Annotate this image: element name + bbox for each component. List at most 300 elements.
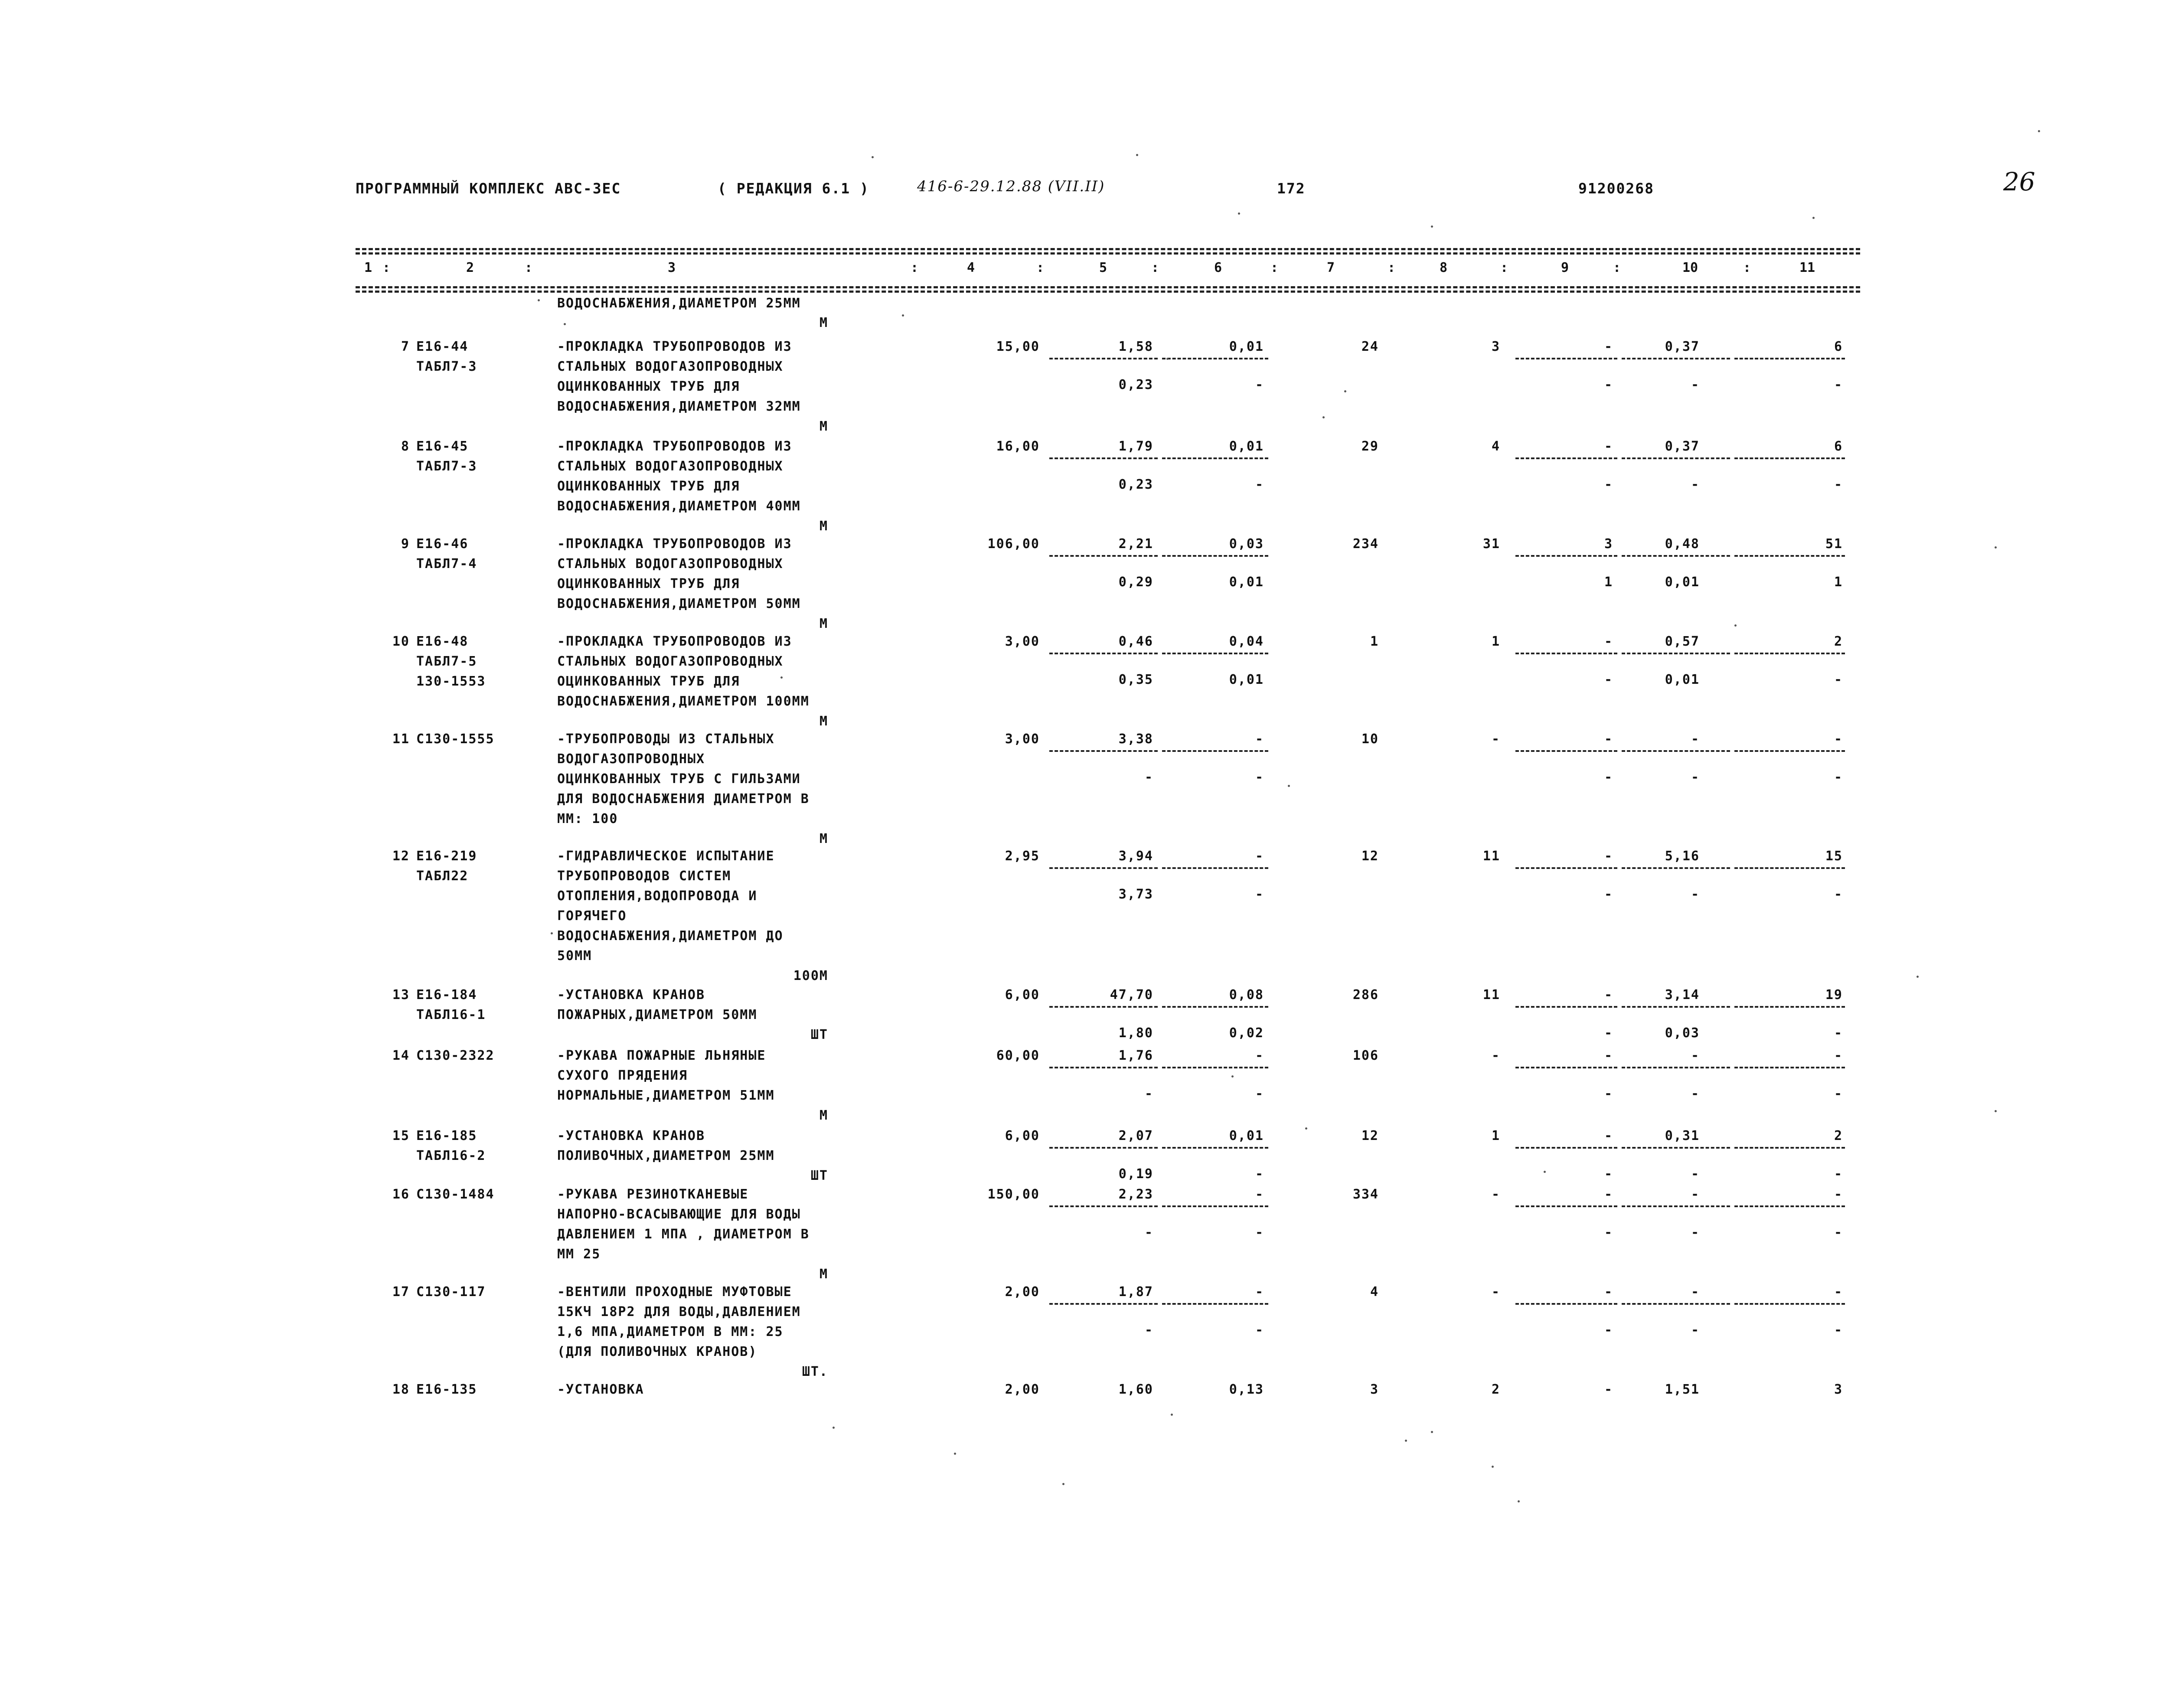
unit-of-measure: М [819,419,828,434]
work-description: 50ММ [557,948,592,963]
value-c9-sub: - [1604,770,1613,785]
value-divider [1162,653,1268,654]
value-divider [1162,867,1268,869]
work-description: -ПРОКЛАДКА ТРУБОПРОВОДОВ ИЗ [557,439,792,454]
value-c11-sub: - [1834,377,1843,392]
value-c9: - [1604,1187,1613,1202]
work-description: СУХОГО ПРЯДЕНИЯ [557,1068,688,1083]
row-number: 11 [392,732,410,747]
value-c9: - [1604,987,1613,1003]
row-number: 18 [392,1382,410,1397]
value-c10-sub: - [1691,887,1700,902]
value-divider [1734,457,1845,459]
value-c6: 0,04 [1229,634,1264,649]
column-header: 4 [967,260,975,275]
wages-value: - [1491,1284,1500,1300]
unit-of-measure: ШТ. [802,1364,828,1379]
value-c9-sub: - [1604,672,1613,687]
value-c5: 47,70 [1110,987,1153,1003]
work-description: -УСТАНОВКА [557,1382,644,1397]
value-divider [1622,1067,1730,1068]
work-description: -РУКАВА ПОЖАРНЫЕ ЛЬНЯНЫЕ [557,1048,766,1063]
value-divider [1734,750,1845,752]
value-c6-sub: - [1255,1086,1264,1101]
value-c5: 1,76 [1118,1048,1153,1063]
row-number: 14 [392,1048,410,1063]
work-description: -РУКАВА РЕЗИНОТКАНЕВЫЕ [557,1187,749,1202]
scan-speck [1231,1075,1234,1078]
row-number: 8 [401,439,410,454]
program-title: ПРОГРАММНЫЙ КОМПЛЕКС АВС-ЗЕС [356,180,621,197]
wages-value: 3 [1491,339,1500,354]
value-c11: 6 [1834,439,1843,454]
work-description: ОЦИНКОВАННЫХ ТРУБ ДЛЯ [557,576,740,591]
column-header: 3 [668,260,676,275]
work-description: ДЛЯ ВОДОСНАБЖЕНИЯ ДИАМЕТРОМ В [557,791,810,807]
quantity-value: 3,00 [1005,732,1040,747]
value-c11-sub: - [1834,1086,1843,1101]
value-c6-sub: 0,01 [1229,575,1264,590]
column-header: 2 [466,260,474,275]
scan-speck [1995,546,1997,549]
work-description: ПОЖАРНЫХ,ДИАМЕТРОМ 50ММ [557,1007,757,1022]
total-cost-value: 3 [1370,1382,1379,1397]
value-c10: - [1691,1048,1700,1063]
value-c6-sub: - [1255,1323,1264,1338]
value-c11: - [1834,1187,1843,1202]
value-c11: 15 [1825,849,1843,864]
value-c11: 6 [1834,339,1843,354]
quantity-value: 6,00 [1005,1128,1040,1143]
value-c9: - [1604,439,1613,454]
column-separator: : [1270,260,1279,275]
quantity-value: 2,95 [1005,849,1040,864]
value-c9: - [1604,1382,1613,1397]
value-c5: 1,58 [1118,339,1153,354]
value-c9: - [1604,634,1613,649]
scan-speck [1995,1110,1997,1112]
resource-code: ТАБЛ7-5 [416,654,477,669]
value-c5: 0,46 [1118,634,1153,649]
column-separator: : [1613,260,1621,275]
value-divider [1734,1205,1845,1207]
work-description: (ДЛЯ ПОЛИВОЧНЫХ КРАНОВ) [557,1344,757,1359]
work-description: ТРУБОПРОВОДОВ СИСТЕМ [557,869,731,884]
column-separator: : [911,260,919,275]
quantity-value: 2,00 [1005,1382,1040,1397]
resource-code: Е16-185 [416,1128,477,1143]
total-cost-value: 12 [1361,1128,1379,1143]
value-c6-sub: - [1255,1225,1264,1240]
value-c6: - [1255,732,1264,747]
work-description: -УСТАНОВКА КРАНОВ [557,1128,705,1143]
document-code: 91200268 [1578,180,1654,197]
scan-speck [833,1427,835,1429]
scan-speck [1166,358,1169,360]
work-description: СТАЛЬНЫХ ВОДОГАЗОПРОВОДНЫХ [557,359,784,374]
value-c5-sub: 3,73 [1118,887,1153,902]
value-c11: 51 [1825,536,1843,552]
value-c9-sub: - [1604,1025,1613,1041]
value-divider [1734,867,1845,869]
column-separator: : [1151,260,1159,275]
resource-code: Е16-46 [416,536,469,552]
value-c5: 2,07 [1118,1128,1153,1143]
scan-speck [2038,130,2040,132]
value-divider [1515,1205,1617,1207]
value-divider [1515,555,1617,557]
value-divider [1734,358,1845,359]
value-c6-sub: - [1255,377,1264,392]
value-divider [1515,457,1617,459]
value-c9: - [1604,732,1613,747]
unit-of-measure: М [819,1108,828,1123]
value-c6: - [1255,1187,1264,1202]
value-c11-sub: - [1834,1225,1843,1240]
column-header: 5 [1099,260,1107,275]
header-rule-bottom [356,286,1860,288]
wages-value: - [1491,1048,1500,1063]
scan-speck [1544,1171,1546,1173]
column-separator: : [1743,260,1751,275]
work-description: ВОДОСНАБЖЕНИЯ,ДИАМЕТРОМ 32ММ [557,399,801,414]
value-divider [1622,1205,1730,1207]
value-divider [1734,1147,1845,1149]
quantity-value: 3,00 [1005,634,1040,649]
value-c10-sub: - [1691,1225,1700,1240]
value-c10-sub: - [1691,1086,1700,1101]
value-divider [1515,1067,1617,1068]
row-number: 12 [392,849,410,864]
value-c10: - [1691,1187,1700,1202]
work-description: -ВЕНТИЛИ ПРОХОДНЫЕ МУФТОВЫЕ [557,1284,792,1300]
unit-of-measure: М [819,831,828,846]
value-c11-sub: - [1834,887,1843,902]
work-description: -ГИДРАВЛИЧЕСКОЕ ИСПЫТАНИЕ [557,849,775,864]
row-number: 7 [401,339,410,354]
column-header: 10 [1682,260,1698,275]
value-divider [1162,750,1268,752]
scan-speck [1734,624,1737,627]
value-c10: 0,31 [1665,1128,1700,1143]
page-number: 172 [1277,180,1306,197]
value-c10-sub: - [1691,477,1700,492]
value-divider [1622,867,1730,869]
value-c10-sub: - [1691,1323,1700,1338]
value-c10: 1,51 [1665,1382,1700,1397]
quantity-value: 2,00 [1005,1284,1040,1300]
column-separator: : [525,260,533,275]
unit-of-measure: М [819,714,828,729]
value-c11: 3 [1834,1382,1843,1397]
value-c9-sub: - [1604,887,1613,902]
value-divider [1515,867,1617,869]
resource-code: Е16-184 [416,987,477,1003]
value-c9-sub: - [1604,477,1613,492]
column-header: 1 [364,260,372,275]
total-cost-value: 4 [1370,1284,1379,1300]
value-c6: 0,01 [1229,1128,1264,1143]
value-divider [1049,358,1158,359]
scan-speck [1518,1500,1520,1502]
work-description: ММ: 100 [557,811,618,826]
value-c5-sub: - [1144,1225,1153,1240]
work-description: -ПРОКЛАДКА ТРУБОПРОВОДОВ ИЗ [557,536,792,552]
value-c11: 2 [1834,634,1843,649]
value-c11-sub: - [1834,770,1843,785]
resource-code: ТАБЛ16-1 [416,1007,486,1022]
value-divider [1162,457,1268,459]
work-description: ВОДОГАЗОПРОВОДНЫХ [557,751,705,767]
work-description: ОЦИНКОВАННЫХ ТРУБ ДЛЯ [557,479,740,494]
value-divider [1622,555,1730,557]
value-c9-sub: - [1604,377,1613,392]
resource-code: С130-1484 [416,1187,495,1202]
value-divider [1734,1067,1845,1068]
value-divider [1049,653,1158,654]
resource-code: ТАБЛ16-2 [416,1148,486,1163]
header-rule-top [356,248,1860,250]
value-c11-sub: 1 [1834,575,1843,590]
value-c10-sub: 0,01 [1665,575,1700,590]
unit-of-measure: М [819,616,828,631]
value-c11-sub: - [1834,477,1843,492]
value-c6-sub: - [1255,770,1264,785]
value-c9: - [1604,339,1613,354]
value-c5-sub: - [1144,770,1153,785]
value-c9: - [1604,1128,1613,1143]
unit-of-measure: М [819,519,828,534]
value-divider [1049,750,1158,752]
value-divider [1622,750,1730,752]
work-description: ВОДОСНАБЖЕНИЯ,ДИАМЕТРОМ ДО [557,928,784,944]
value-divider [1162,358,1268,359]
wages-value: 4 [1491,439,1500,454]
value-divider [1734,653,1845,654]
resource-code: ТАБЛ7-3 [416,359,477,374]
work-description: НАПОРНО-ВСАСЫВАЮЩИЕ ДЛЯ ВОДЫ [557,1207,801,1222]
value-c10: 0,37 [1665,339,1700,354]
value-c5: 3,94 [1118,849,1153,864]
value-divider [1622,653,1730,654]
value-c10: 5,16 [1665,849,1700,864]
work-description: ДАВЛЕНИЕМ 1 МПА , ДИАМЕТРОМ В [557,1227,810,1242]
value-c10: 3,14 [1665,987,1700,1003]
scan-speck [1431,1431,1433,1433]
resource-code: Е16-45 [416,439,469,454]
scan-speck [1238,212,1240,215]
value-divider [1622,1303,1730,1305]
resource-code: ТАБЛ7-3 [416,459,477,474]
work-description: -УСТАНОВКА КРАНОВ [557,987,705,1003]
scan-speck [564,323,566,325]
wages-value: - [1491,732,1500,747]
unit-of-measure: ШТ [810,1027,828,1042]
value-c10-sub: - [1691,1166,1700,1182]
value-divider [1734,1303,1845,1305]
value-c6: - [1255,1284,1264,1300]
value-c11: - [1834,1048,1843,1063]
value-c6: 0,08 [1229,987,1264,1003]
value-divider [1734,555,1845,557]
value-divider [1049,867,1158,869]
value-c11: - [1834,732,1843,747]
value-c9-sub: - [1604,1323,1613,1338]
work-description: ОЦИНКОВАННЫХ ТРУБ ДЛЯ [557,379,740,394]
total-cost-value: 106 [1352,1048,1379,1063]
column-header: 6 [1214,260,1222,275]
value-c5: 1,60 [1118,1382,1153,1397]
continuation-unit: М [819,315,828,330]
sheet-number: 26 [2003,167,2035,196]
value-c5: 1,79 [1118,439,1153,454]
value-divider [1162,1147,1268,1149]
work-description: НОРМАЛЬНЫЕ,ДИАМЕТРОМ 51ММ [557,1088,775,1103]
row-number: 13 [392,987,410,1003]
value-c10: 0,37 [1665,439,1700,454]
value-divider [1049,1006,1158,1008]
row-number: 10 [392,634,410,649]
column-header: 9 [1561,260,1569,275]
value-c11: 2 [1834,1128,1843,1143]
value-c10: 0,57 [1665,634,1700,649]
scan-speck [1171,1414,1173,1416]
continuation-text: ВОДОСНАБЖЕНИЯ,ДИАМЕТРОМ 25ММ [557,296,801,311]
resource-code: С130-2322 [416,1048,495,1063]
value-c9-sub: - [1604,1166,1613,1182]
total-cost-value: 1 [1370,634,1379,649]
value-divider [1515,1303,1617,1305]
value-c5-sub: 0,19 [1118,1166,1153,1182]
value-c6-sub: - [1255,1166,1264,1182]
value-c11: - [1834,1284,1843,1300]
value-divider [1049,1205,1158,1207]
quantity-value: 16,00 [996,439,1040,454]
quantity-value: 150,00 [987,1187,1040,1202]
work-description: 1,6 МПА,ДИАМЕТРОМ В ММ: 25 [557,1324,784,1339]
work-description: ММ 25 [557,1247,601,1262]
scan-speck [1305,1127,1307,1130]
work-description: ВОДОСНАБЖЕНИЯ,ДИАМЕТРОМ 100ММ [557,694,810,709]
value-c5: 3,38 [1118,732,1153,747]
column-header: 11 [1799,260,1815,275]
value-c5-sub: 0,23 [1118,477,1153,492]
work-description: СТАЛЬНЫХ ВОДОГАЗОПРОВОДНЫХ [557,654,784,669]
value-c11-sub: - [1834,1323,1843,1338]
work-description: 15КЧ 18Р2 ДЛЯ ВОДЫ,ДАВЛЕНИЕМ [557,1304,801,1319]
work-description: СТАЛЬНЫХ ВОДОГАЗОПРОВОДНЫХ [557,459,784,474]
total-cost-value: 10 [1361,732,1379,747]
work-description: ВОДОСНАБЖЕНИЯ,ДИАМЕТРОМ 50ММ [557,596,801,611]
value-c6: 0,13 [1229,1382,1264,1397]
scan-speck [1288,785,1290,787]
value-c11: 19 [1825,987,1843,1003]
value-divider [1049,555,1158,557]
scan-speck [551,932,553,934]
value-divider [1162,1205,1268,1207]
wages-value: 11 [1482,849,1500,864]
value-c6-sub: - [1255,477,1264,492]
value-c5-sub: - [1144,1086,1153,1101]
value-c9: - [1604,1284,1613,1300]
row-number: 15 [392,1128,410,1143]
value-divider [1049,1303,1158,1305]
value-divider [1515,750,1617,752]
value-c5-sub: 0,23 [1118,377,1153,392]
scan-speck [1344,390,1346,392]
value-c10-sub: - [1691,770,1700,785]
scan-speck [1812,217,1815,219]
resource-code: Е16-219 [416,849,477,864]
scan-speck [1492,1466,1494,1468]
column-header: 7 [1327,260,1335,275]
value-c11-sub: - [1834,1166,1843,1182]
value-c9-sub: 1 [1604,575,1613,590]
value-c5-sub: 0,35 [1118,672,1153,687]
resource-code: 130-1553 [416,674,486,689]
wages-value: 1 [1491,1128,1500,1143]
value-c9: - [1604,1048,1613,1063]
column-separator: : [1388,260,1396,275]
work-description: ОТОПЛЕНИЯ,ВОДОПРОВОДА И [557,888,757,904]
value-divider [1162,1067,1268,1068]
value-divider [1162,1006,1268,1008]
scan-speck [1917,976,1919,978]
value-c10-sub: 0,01 [1665,672,1700,687]
value-divider [1622,358,1730,359]
scan-speck [1405,1440,1407,1442]
work-description: ГОРЯЧЕГО [557,908,627,924]
work-description: ВОДОСНАБЖЕНИЯ,ДИАМЕТРОМ 40ММ [557,499,801,514]
resource-code: С130-117 [416,1284,486,1300]
value-divider [1515,1006,1617,1008]
work-description: -ПРОКЛАДКА ТРУБОПРОВОДОВ ИЗ [557,634,792,649]
value-divider [1622,457,1730,459]
resource-code: Е16-135 [416,1382,477,1397]
work-description: -ТРУБОПРОВОДЫ ИЗ СТАЛЬНЫХ [557,732,775,747]
total-cost-value: 234 [1352,536,1379,552]
scan-speck [1062,1483,1064,1485]
value-divider [1515,358,1617,359]
value-divider [1515,1147,1617,1149]
scan-speck [872,156,874,158]
scan-speck [1322,416,1325,418]
value-c6: 0,01 [1229,339,1264,354]
total-cost-value: 12 [1361,849,1379,864]
value-c10: - [1691,1284,1700,1300]
wages-value: 31 [1482,536,1500,552]
scan-speck [538,299,540,301]
value-c5-sub: - [1144,1323,1153,1338]
value-divider [1049,1067,1158,1068]
value-c6-sub: 0,01 [1229,672,1264,687]
value-divider [1622,1147,1730,1149]
value-c6-sub: - [1255,887,1264,902]
value-c5: 1,87 [1118,1284,1153,1300]
resource-code: С130-1555 [416,732,495,747]
value-c5-sub: 0,29 [1118,575,1153,590]
value-divider [1049,457,1158,459]
value-c11-sub: - [1834,1025,1843,1041]
resource-code: Е16-44 [416,339,469,354]
value-c6: 0,03 [1229,536,1264,552]
column-separator: : [1036,260,1045,275]
value-divider [1162,555,1268,557]
value-divider [1734,1006,1845,1008]
quantity-value: 6,00 [1005,987,1040,1003]
edition-label: ( РЕДАКЦИЯ 6.1 ) [718,180,869,197]
wages-value: - [1491,1187,1500,1202]
